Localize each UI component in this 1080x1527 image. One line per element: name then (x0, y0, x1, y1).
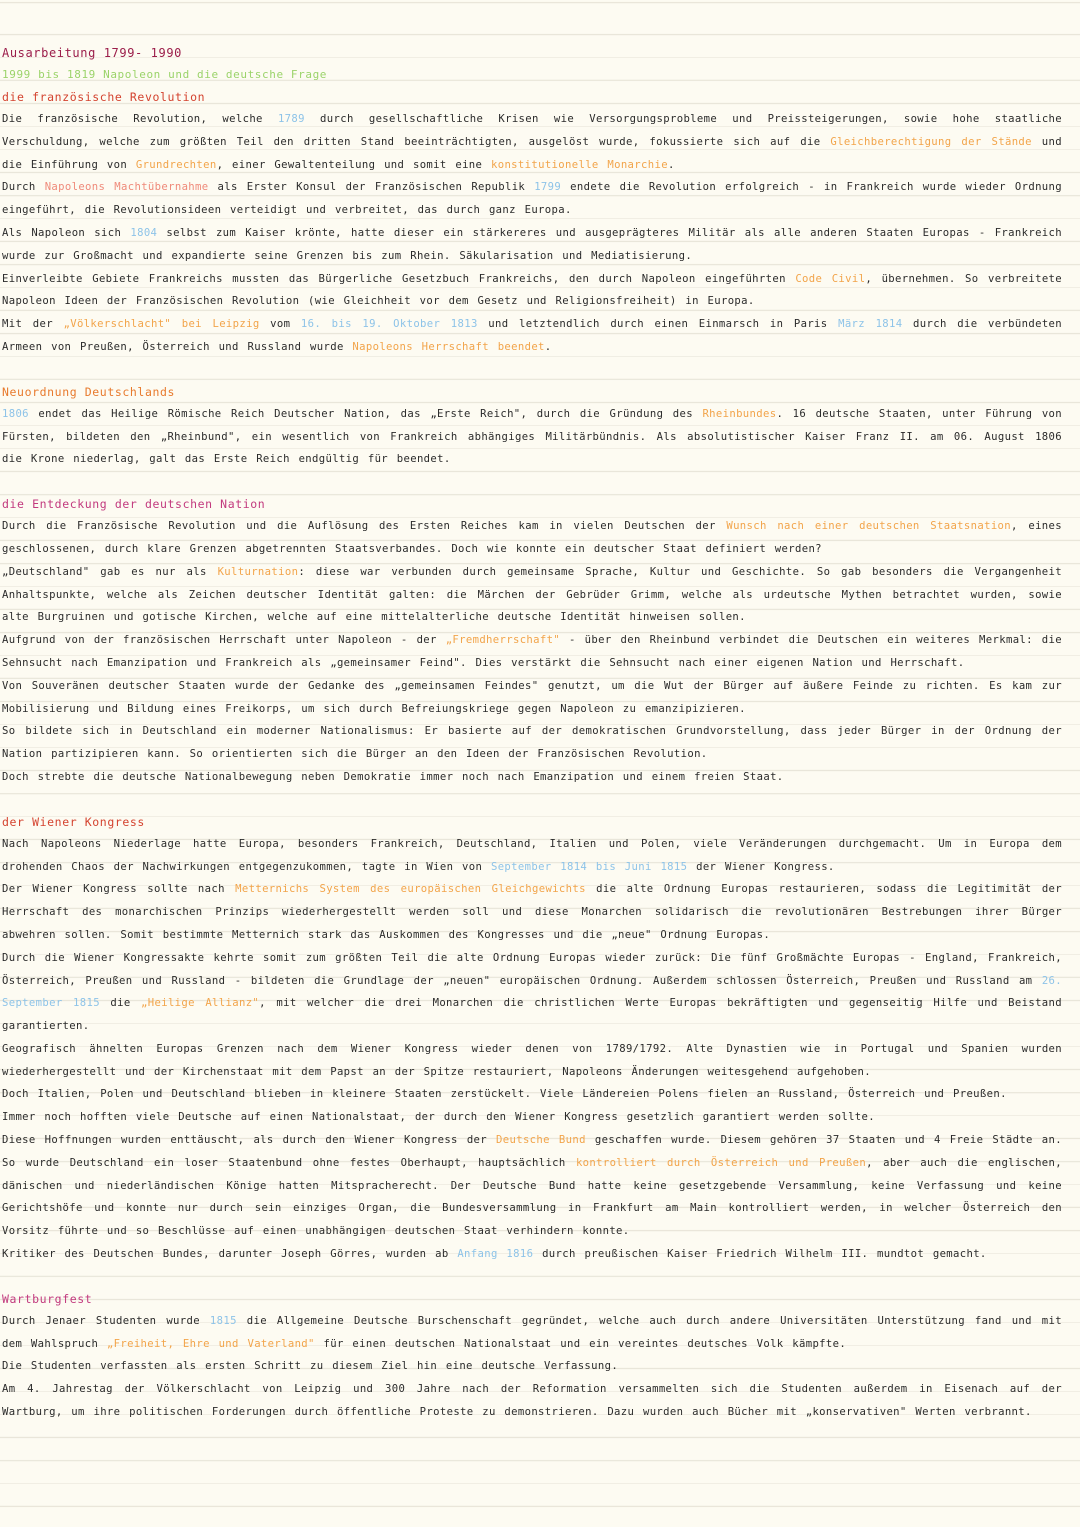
paragraph (2, 561, 1062, 629)
text-run: Doch strebte die deutsche Nationalbewegung neben Demokratie immer noch nach Emanzipation und einem freien Staat. (2, 770, 784, 783)
text-run: für einen deutschen Nationalstaat und ein vereintes deutsches Volk kämpfte. (314, 1337, 847, 1350)
paragraph (2, 1378, 1062, 1424)
section (2, 811, 1062, 1266)
paragraph (2, 268, 1062, 314)
paragraph (2, 1038, 1062, 1084)
text-run: die Allgemeine Deutsche Burschenschaft gegründet, welche auch durch andere Universitäten Unterstützung fand und mit dem Wahlspruch (2, 1314, 1062, 1350)
text-run: die alte Ordnung Europas restaurieren, sodass die Legitimität der Herrschaft des monarchischen Prinzips wiederhergestellt werden soll und diese Monarchen solidarisch die revolutionären Bestrebungen ihrer Bürger abwehren sollen. Somit bestimmte Metternich stark das Auskommen des Kongresses und die „neue" Ordnung Europas. (2, 883, 1063, 941)
text-run: als Erster Konsul der Französischen Republik (208, 181, 535, 194)
highlighted-term: konstitutionelle Monarchie (491, 158, 668, 171)
paragraph (2, 833, 1062, 879)
paragraph (2, 878, 1062, 946)
text-run: und die Einführung von (2, 135, 1062, 171)
paragraph (2, 1083, 1062, 1106)
highlighted-term: „Fremdherrschaft" (445, 634, 561, 647)
text-run: endete die Revolution erfolgreich - in Frankreich wurde wieder Ordnung eingeführt, die Revolutionsideen verteidigt und verbreitet, das durch ganz Europa. (2, 181, 1062, 217)
text-run: - über den Rheinbund verbindet die Deutschen ein weiteres Merkmal: die Sehnsucht nach Emanzipation und Frankreich als „gemeinsamer Feind". Dies verstärkt die Sehnsucht nach einer eigenen Nation und Herrschaft. (2, 634, 1062, 669)
text-run: Kritiker des Deutschen Bundes, darunter Joseph Görres, wurden ab (2, 1248, 458, 1261)
text-run: Am 4. Jahrestag der Völkerschlacht von Leipzig und 300 Jahre nach der Reformation versammelten sich die Studenten außerdem in Eisenach auf der Wartburg, um ihre politischen Forderungen durch öffentliche Proteste zu demonstrieren. Dazu wurden auch Bücher mit „konservativen" Werten verbrannt. (2, 1383, 1062, 1419)
section-title: Wartburgfest (2, 1291, 93, 1306)
section (2, 381, 1062, 471)
paragraph (2, 176, 1062, 222)
text-run: Durch (2, 181, 45, 194)
highlighted-term: März 1814 (838, 318, 903, 331)
section-body (2, 1310, 1062, 1424)
text-run: Nach Napoleons Niederlage hatte Europa, besonders Frankreich, Deutschland, Italien und Polen, viele Veränderungen durchgemacht. Um in Europa dem drohenden Chaos der Nachwirkungen entgegenzukommen, tagte in Wien von (2, 837, 1062, 873)
section (2, 493, 1062, 789)
text-run: der Wiener Kongress. (687, 860, 835, 873)
paragraph (2, 1243, 1062, 1266)
section-title: die französische Revolution (2, 90, 206, 104)
text-run: : diese war verbunden durch gemeinsame Sprache, Kultur und Geschichte. So gab besonders die Vergangenheit Anhaltspunkte, welche als Zeichen deutscher Identität galten: die Märchen der Gebrüder Grimm, welche als urdeutsche Mythen betrachtet wurden, sowie alte Burgruinen und gotische Kirchen, welche auf eine mittelalterliche deutsche Identität hinweisen sollen. (2, 565, 1062, 624)
text-run: Geografisch ähnelten Europas Grenzen nach dem Wiener Kongress wieder denen von 1789/1792. Alte Dynastien wie in Portugal und Spanien wurden wiederhergestellt und der Kirchenstaat mit dem Papst an der Spitze restauriert, Napoleons Änderungen weitesgehend aufgehoben. (2, 1042, 1062, 1078)
text-run: durch preußischen Kaiser Friedrich Wilhelm III. mundtot gemacht. (533, 1248, 987, 1261)
text-run: durch gesellschaftliche Krisen wie Versorgungsprobleme und Preissteigerungen, sowie hohe staatliche Verschuldung, welche zum größten Teil den dritten Stand beeinträchtigten, ausgelöst wurde, fokussierte sich auf die (2, 113, 1063, 148)
paragraph (2, 720, 1062, 766)
text-run: geschaffen wurde. Diesem gehören 37 Staaten und 4 Freie Städte an. So wurde Deutschland ein loser Staatenbund ohne festes Oberhaupt, hauptsächlich (2, 1134, 1062, 1169)
text-run: Durch Jenaer Studenten wurde (2, 1314, 210, 1327)
text-run: Immer noch hofften viele Deutsche auf einen Nationalstaat, der durch den Wiener Kongress gesetzlich garantiert werden sollte. (2, 1111, 875, 1124)
highlighted-term: Grundrechten (135, 158, 217, 171)
text-run: Der Wiener Kongress sollte nach (2, 883, 236, 896)
highlighted-term: „Heilige Allianz" (141, 997, 260, 1010)
paragraph (2, 222, 1062, 268)
text-run: „Deutschland" gab es nur als (2, 565, 218, 578)
text-run: und letztendlich durch einen Einmarsch in Paris (477, 318, 839, 331)
highlighted-term: Rheinbundes (702, 407, 777, 420)
highlighted-term: Code Civil (795, 272, 866, 285)
section-body (2, 403, 1062, 471)
section-title: Neuordnung Deutschlands (2, 384, 176, 399)
text-run: . 16 deutsche Staaten, unter Führung von Fürsten, bildeten den „Rheinbund", ein wesentlich von Frankreich abhängiges Militärbündnis. Als absolutistischer Kaiser Franz II. am 06. August 1806 die Krone niederlag, galt das Erste Reich endgültig für beendet. (2, 407, 1063, 466)
highlighted-term: Napoleons Herrschaft beendet (352, 340, 545, 353)
paragraph (2, 629, 1062, 675)
paragraph (2, 1129, 1062, 1243)
section-body (2, 108, 1062, 359)
text-run: , einer Gewaltenteilung und somit eine (216, 158, 491, 171)
text-run: Durch die Französische Revolution und die Auflösung des Ersten Reiches kam in vielen Deutschen der (2, 520, 727, 533)
highlighted-term: 1799 (534, 181, 562, 194)
highlighted-term: 26. September 1815 (2, 974, 1062, 1010)
highlighted-term: Anfang 1816 (457, 1248, 534, 1261)
text-run: Die französische Revolution, welche (2, 113, 278, 125)
paragraph (2, 515, 1062, 561)
text-run: , übernehmen. So verbreitete Napoleon Ideen der Französischen Revolution (wie Gleichheit vor dem Gesetz und Religionsfreiheit) in Europa. (2, 272, 1063, 308)
text-run: . (667, 158, 675, 171)
section-body (2, 833, 1062, 1266)
highlighted-term: September 1814 bis Juni 1815 (490, 860, 688, 873)
paragraph (2, 1355, 1062, 1378)
paragraph (2, 1310, 1062, 1356)
text-run: die (99, 997, 142, 1010)
highlighted-term: „Freiheit, Ehre und Vaterland" (106, 1337, 315, 1350)
section-body (2, 515, 1062, 789)
sections-container (2, 86, 1062, 1424)
text-run: selbst zum Kaiser krönte, hatte dieser ein stärkereres und ausgeprägteres Militär als alle anderen Staaten Europas - Frankreich wurde zur Großmacht und expandierte seine Grenzen bis zum Rhein. Säkularisation und Mediatisierung. (2, 226, 1062, 262)
section (2, 1288, 1062, 1424)
text-run: Durch die Wiener Kongressakte kehrte somit zum größten Teil die alte Ordnung Europas wieder zurück: Die fünf Großmächte Europas - England, Frankreich, Österreich, Preußen und Russland - bildeten die Grundlage der „neuen" europäischen Ordnung. Außerdem schlossen Österreich, Preußen und Russland am (2, 951, 1062, 987)
text-run: , mit welcher die drei Monarchen die christlichen Werte Europas bekräftigten und gegenseitig Hilfe und Beistand garantierten. (2, 997, 1062, 1033)
text-run: . (544, 340, 552, 353)
highlighted-term: 16. bis 19. Oktober 1813 (300, 318, 478, 331)
highlighted-term: Wunsch nach einer deutschen Staatsnation (726, 520, 1011, 533)
text-run: Aufgrund von der französischen Herrschaft unter Napoleon - der (2, 634, 446, 647)
document-title: Ausarbeitung 1799- 1990 (2, 46, 182, 60)
highlighted-term: Kulturnation (217, 565, 299, 578)
text-run: durch die verbündeten Armeen von Preußen, Österreich und Russland wurde (2, 318, 1063, 353)
paragraph (2, 947, 1062, 1038)
text-run: Als Napoleon sich (2, 226, 131, 239)
highlighted-term: 1789 (277, 113, 305, 125)
text-run: So bildete sich in Deutschland ein moderner Nationalismus: Er basierte auf der demokratischen Grundvorstellung, dass jeder Bürger in der Ordnung der Nation partizipieren kann. So orientierten sich die Bürger an den Ideen der Französischen Revolution. (2, 725, 1062, 761)
text-run: Mit der (2, 318, 64, 331)
text-run: Die Studenten verfassten als ersten Schritt zu diesem Ziel hin eine deutsche Verfassung. (2, 1360, 619, 1373)
text-run: , eines geschlossenen, durch klare Grenzen abgetrennten Staatsverbandes. Doch wie konnte ein deutscher Staat definiert werden? (2, 520, 1062, 555)
text-run: Doch Italien, Polen und Deutschland blieben in kleinere Staaten zerstückelt. Viele Ländereien Polens fielen an Russland, Österreich und Preußen. (2, 1088, 1007, 1101)
highlighted-term: „Völkerschlacht" bei Leipzig (63, 318, 260, 331)
text-run: vom (259, 318, 301, 331)
text-run: Einverleibte Gebiete Frankreichs mussten das Bürgerliche Gesetzbuch Frankreichs, den durch Napoleon eingeführten (2, 272, 796, 285)
highlighted-term: kontrolliert durch Österreich und Preußen (575, 1156, 867, 1169)
highlighted-term: 1815 (209, 1314, 237, 1327)
paragraph (2, 313, 1062, 359)
paragraph (2, 766, 1062, 789)
paragraph (2, 1106, 1062, 1129)
document-subtitle: 1999 bis 1819 Napoleon und die deutsche Frage (2, 68, 328, 81)
paragraph (2, 108, 1062, 176)
paragraph (2, 403, 1062, 471)
highlighted-term: 1804 (130, 226, 158, 239)
text-run: Von Souveränen deutscher Staaten wurde der Gedanke des „gemeinsamen Feindes" genutzt, um die Wut der Bürger auf äußere Feinde zu richten. Es kam zur Mobilisierung und Bildung eines Freikorps, um sich durch Befreiungskriege gegen Napoleon zu emanzipizieren. (2, 679, 1062, 715)
highlighted-term: Metternichs System des europäischen Gleichgewichts (235, 883, 586, 896)
highlighted-term: Deutsche Bund (496, 1134, 586, 1147)
text-run: endet das Heilige Römische Reich Deutscher Nation, das „Erste Reich", durch die Gründung des (28, 407, 703, 420)
paragraph (2, 675, 1062, 721)
text-run: Diese Hoffnungen wurden enttäuscht, als durch den Wiener Kongress der (2, 1134, 497, 1147)
highlighted-term: 1806 (2, 407, 29, 420)
section (2, 86, 1062, 359)
highlighted-term: Gleichberechtigung der Stände (830, 135, 1032, 148)
text-run: , aber auch die englischen, dänischen und niederländischen Könige hatten Mitspracherecht. Der Deutsche Bund hatte keine gesetzgebende Versammlung, keine Verfassung und keine Gerichtshöfe und konnte nur durch sein einziges Organ, die Bundesversammlung in Frankfurt am Main kontrolliert werden, in welcher Österreich den Vorsitz führte und so Beschlüsse auf einen unabhängigen deutschen Staat verhindern konnte. (2, 1156, 1062, 1238)
section-title: der Wiener Kongress (2, 814, 145, 829)
section-title: die Entdeckung der deutschen Nation (2, 497, 266, 512)
highlighted-term: Napoleons Machtübernahme (44, 181, 209, 194)
